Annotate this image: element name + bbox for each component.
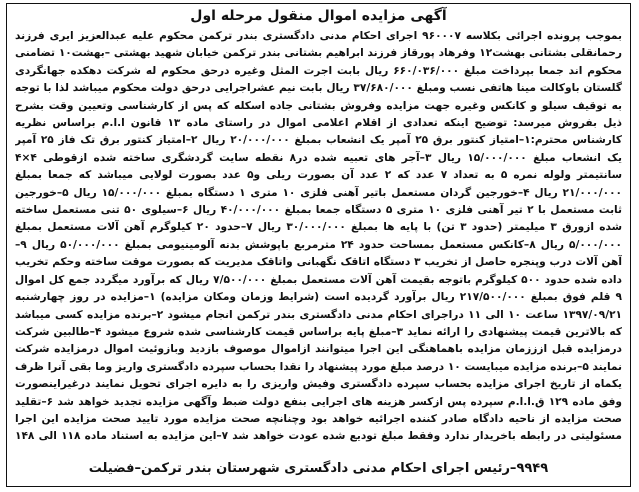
notice-title: آگهی مزایده اموال منقول مرحله اول xyxy=(190,8,447,24)
notice-signature: ۹۹۴۹–رئیس اجرای احکام مدنی دادگستری شهرستان بندر ترکمن–فضیلت xyxy=(88,461,549,476)
notice-body: بموجب پرونده اجرائی بکلاسه ۹۶۰۰۰۷ اجرای احکام مدنی دادگستری بندر ترکمن محکوم علیه عبدالعزیز ایری فرزند رحمانقلی بشتانی بهشت۱۲ وفرهاد پورقاز فرزند ابراهیم بشتانی بندر ترکمن خیابان شهید بهشتی –بهشت۱۰ تضامنی محکوم اند جمعا بپرداخت مبلغ ۶۶۰/۰۳۶/۰۰۰ ریال بابت اجرت المثل وغیره درحق محکوم له شرکت دهکده جهانگردی گلستان باوکالت مینا هاتفی نسب ومبلغ ۳۷/۶۸۰/۰۰۰ ریال بابت نیم عشراجرایی درحق دولت محکوم میباشد لذا با توجه به توقیف سیلو و کانکس وغیره جهت مزایده وفروش بشتانی جاده اسکله که پس از کارشناسی وتعیین وقت بشرح ذیل بفروش میرسد: توضیح اینکه تعدادی از اقلام اعلامی اموال در راستای ماده ۱۳ قانون ا.ا.م براساس نظریه کارشناس محترم:۱–امتیاز کنتور برق ۲۵ آمپر یک انشعاب بمبلغ ۲۰/۰۰۰/۰۰۰ ریال ۲–امتیاز کنتور برق تک فاز ۲۵ آمپر یک انشعاب مبلغ ۱۵/۰۰۰/۰۰۰ ریال ۳–آجر های تعبیه شده در۸ نقطه سایت گردشگری ساخته شده ازقوطی ۴×۴ سانتیمتر ولوله نمره ۵ به تعداد ۷ عدد که ۲ عدد آن بصورت ریلی و۵ عدد بصورت لولایی میباشد که جمعا بمبلغ ۲۱/۰۰۰/۰۰۰ ریال ۴–خورجین گردان مستعمل باتیر آهنی فلزی ۱۰ متری ۱ دستگاه بمبلغ ۱۵/۰۰۰/۰۰۰ ریال ۵–خورجین ثابت مستعمل با ۲ تیر آهنی فلزی ۱۰ متری ۵ دستگاه جمعا بمبلغ ۴۰/۰۰۰/۰۰۰ ریال ۶–سیلوی ۵۰ تنی مستعمل ساخته شده ازورق ۳ میلیمتر (حدود ۳ تن) با پایه ها بمبلغ ۳۰/۰۰۰/۰۰۰ ریال ۷–حدود ۲۰ کیلوگرم آهن آلات مستعمل بمبلغ ۵/۰۰۰/۰۰۰ ریال ۸–کانکس مستعمل بمساحت حدود ۲۴ مترمربع باپوشش بدنه آلومینیومی بمبلغ ۵۰/۰۰۰/۰۰۰ ریال ۹–آهن آلات درب وپنجره حاصل از تخریب ۳ دستگاه اتاقک نگهبانی واتاقک مدیریت که بصورت موقت ساخته وحکم تخریب داده شده حدود ۵۰۰ کیلوگرم باتوجه بقیمت آهن آلات مستعمل بمبلغ ۷/۵۰۰/۰۰۰ ریال که برآورد میگردد جمع کل اموال ۹ قلم فوق بمبلغ ۲۱۷/۵۰۰/۰۰۰ ریال برآورد گردیده است (شرایط وزمان ومکان مزایده) ۱–مزایده در روز چهارشنبه ۱۳۹۷/۰۹/۲۱ ساعت ۱۰ الی ۱۱ دراجرای احکام مدنی دادگستری بندر ترکمن انجام میشود ۲–برنده مزایده کسی میباشد که بالاترین قیمت پیشنهادی را ارائه نماید ۳–مبلغ پایه براساس قیمت کارشناسی شده شروع میشود ۴–طالبین شرکت درمزایده قبل ازززمان مزایده باهماهنگی این اجرا میتوانند ازاموال موصوف بازدید وبازوئیت اموال درمزایده شرکت نمایند ۵–برنده مزایده میبایست ۱۰ درصد مبلغ مورد پیشنهاد را نقدا بحساب سپرده دادگستری واریز وما بقی آنرا ظرف یکماه از تاریخ اجرای مزایده بحساب سپرده دادگستری وفیش واریزی را به دایره اجرای تحویل نمایند درغیراینصورت وفق ماده ۱۲۹ ق.ا.ا.م سپرده پس ازکسر هزینه های اجرایی بنفع دولت ضبط وآگهی مزایده تجدید خواهد شد ۶–تقلید صحت مزایده از ناحیه دادگاه صادر کننده اجرائیه خواهد بود وچنانچه صحت مزایده مورد تایید صحت مزایده این اجرا مسئولیتی در رابطه باخریدار ندارد وفقط مبلغ تودیع شده عودت خواهد شد ۷–این مزایده به استناد ماده ۱۱۸ الی ۱۴۸ xyxy=(15,30,622,443)
auction-notice xyxy=(6,3,631,487)
